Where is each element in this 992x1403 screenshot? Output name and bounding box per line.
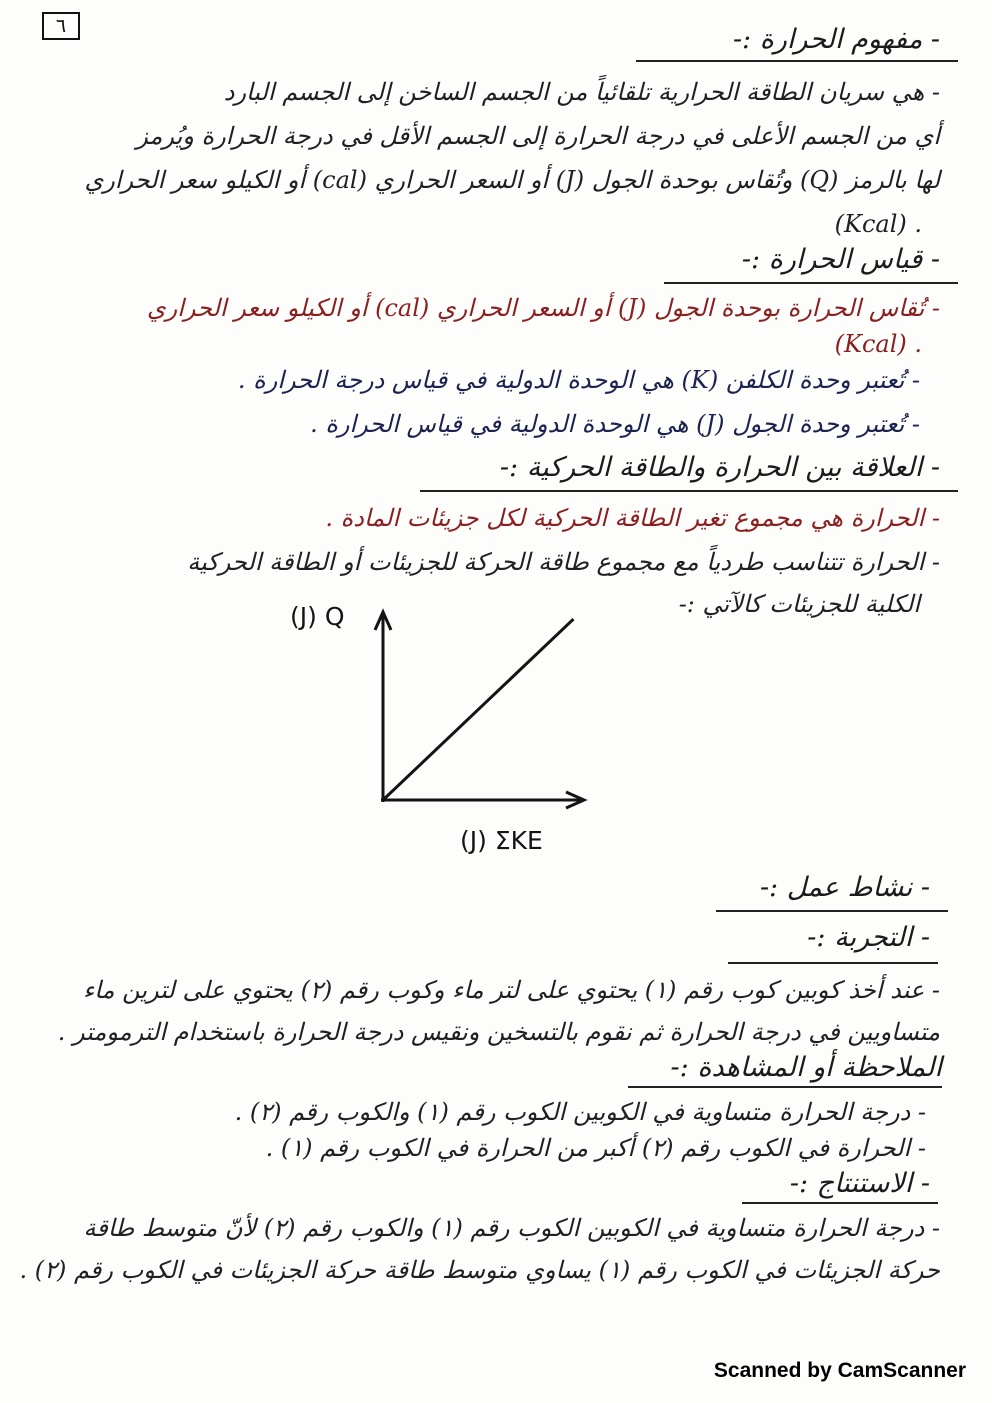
measure-blue-line-2: - تُعتبر وحدة الجول (J) هي الوحدة الدولية في قياس الحرارة . — [310, 410, 920, 438]
heading-underline — [728, 962, 938, 964]
heading-concept: - مفهوم الحرارة :- — [732, 24, 940, 55]
relation-line-2: الكلية للجزيئات كالآتي :- — [678, 590, 920, 618]
heading-measure: - قياس الحرارة :- — [741, 244, 940, 275]
experiment-line-1: - عند أخذ كوبين كوب رقم (١) يحتوي على لتر ماء وكوب رقم (٢) يحتوي على لترين ماء — [82, 976, 940, 1004]
measure-blue-line-1: - تُعتبر وحدة الكلفن (K) هي الوحدة الدولية في قياس درجة الحرارة . — [237, 366, 920, 394]
measure-red-line-2: . (Kcal) — [834, 330, 922, 358]
series-line-heat-vs-ke — [383, 619, 573, 800]
observation-line-1: - درجة الحرارة متساوية في الكوبين الكوب رقم (١) والكوب رقم (٢) . — [234, 1098, 926, 1126]
heading-experiment: - التجربة :- — [807, 922, 930, 953]
conclusion-line-2: حركة الجزيئات في الكوب رقم (١) يساوي متوسط طاقة حركة الجزيئات في الكوب رقم (٢) . — [19, 1256, 940, 1284]
concept-line-1: - هي سريان الطاقة الحرارية تلقائياً من الجسم الساخن إلى الجسم البارد — [223, 78, 940, 106]
observation-line-2: - الحرارة في الكوب رقم (٢) أكبر من الحرارة في الكوب رقم (١) . — [265, 1134, 926, 1162]
chart-xlabel: (J) ΣKE — [460, 826, 543, 855]
heading-observation: الملاحظة أو المشاهدة :- — [670, 1052, 942, 1083]
experiment-line-2: متساويين في درجة الحرارة ثم نقوم بالتسخين ونقيس درجة الحرارة باستخدام الترمومتر . — [57, 1018, 940, 1046]
heading-underline — [716, 910, 948, 912]
chart-ylabel: (J) Q — [290, 602, 345, 631]
heading-conclusion: - الاستنتاج :- — [789, 1168, 930, 1199]
heading-underline — [742, 1202, 938, 1204]
concept-line-4: . (Kcal) — [834, 210, 922, 238]
conclusion-line-1: - درجة الحرارة متساوية في الكوبين الكوب رقم (١) والكوب رقم (٢) لأنّ متوسط طاقة — [83, 1214, 940, 1242]
heading-activity: - نشاط عمل :- — [759, 872, 930, 903]
measure-red-line-1: - تُقاس الحرارة بوحدة الجول (J) أو السعر الحراري (cal) أو الكيلو سعر الحراري — [146, 294, 940, 322]
scanner-watermark: Scanned by CamScanner — [713, 1359, 966, 1382]
heading-relation: - العلاقة بين الحرارة والطاقة الحركية :- — [499, 452, 940, 483]
relation-line-1: - الحرارة تتناسب طردياً مع مجموع طاقة الحركة للجزيئات أو الطاقة الحركية — [187, 548, 940, 576]
relation-red-line-1: - الحرارة هي مجموع تغير الطاقة الحركية لكل جزيئات المادة . — [325, 504, 940, 532]
concept-line-3: لها بالرمز (Q) وتُقاس بوحدة الجول (J) أو السعر الحراري (cal) أو الكيلو سعر الحراري — [84, 166, 940, 194]
heading-underline — [628, 1086, 942, 1088]
concept-line-2: أي من الجسم الأعلى في درجة الحرارة إلى الجسم الأقل في درجة الحرارة ويُرمز — [136, 122, 940, 150]
page-number: ٦ — [42, 12, 80, 40]
